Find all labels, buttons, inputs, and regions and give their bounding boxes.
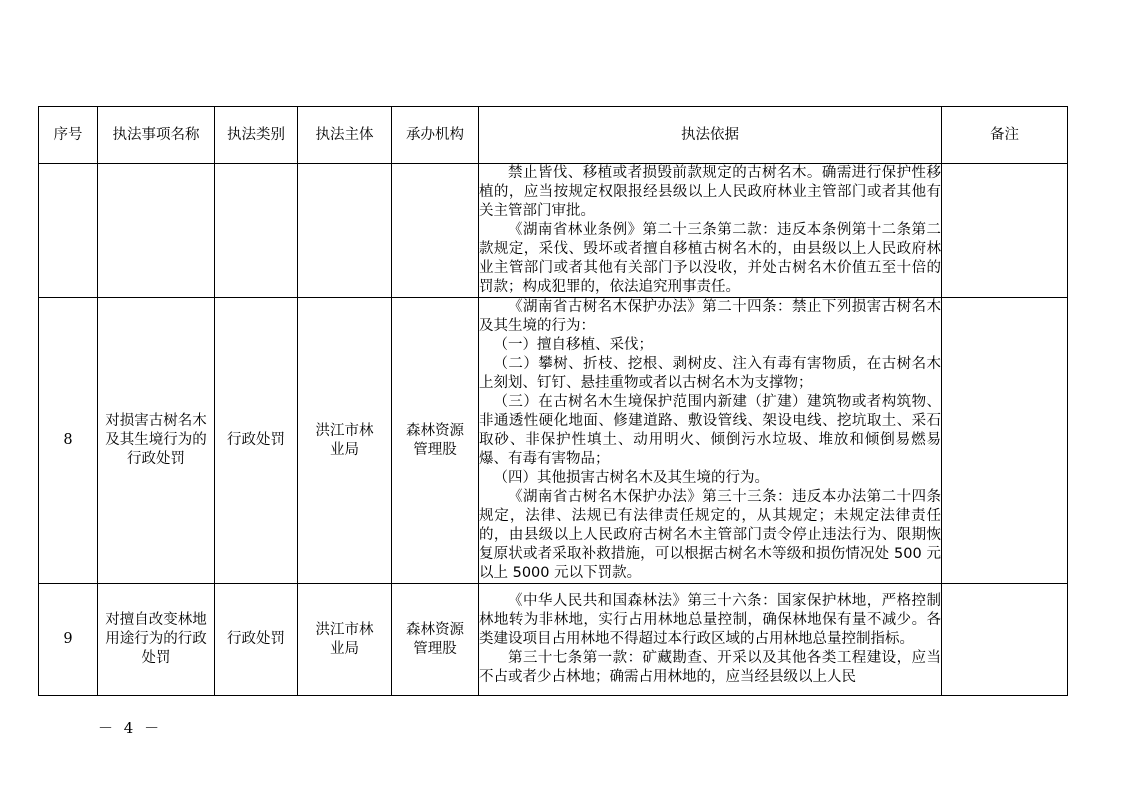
table-row [39,584,1068,696]
row-item: 对擅自改变林地用途行为的行政处罚 [98,584,215,696]
row-basis [479,164,942,298]
row-basis [479,584,942,696]
row-note [942,584,1068,696]
basis-paragraph: 《中华人民共和国森林法》第三十六条：国家保护林地，严格控制林地转为非林地，实行占用林地总量控制，确保林地保有量不减少。各类建设项目占用林地不得超过本行政区域的占用林地总量控制指标。 [479,593,941,647]
header-seq: 序号 [39,107,98,164]
row-item [98,164,215,298]
table-row [39,298,1068,584]
row-seq: 8 [39,298,98,584]
row-category: 行政处罚 [215,298,298,584]
row-subject [298,164,392,298]
row-note [942,298,1068,584]
table-row [39,164,1068,298]
basis-paragraph: 《湖南省林业条例》第二十三条第二款：违反本条例第十二条第二款规定，采伐、毁坏或者擅自移植古树名木的，由县级以上人民政府林业主管部门或者其他有关部门予以没收，并处古树名木价值五至十倍的罚款；构成犯罪的，依法追究刑事责任。 [479,222,941,295]
header-note: 备注 [942,107,1068,164]
enforcement-table [38,106,1068,696]
header-dept: 承办机构 [392,107,479,164]
row-dept: 森林资源管理股 [392,298,479,584]
header-item: 执法事项名称 [98,107,215,164]
row-dept: 森林资源管理股 [392,584,479,696]
basis-paragraph: （一）擅自移植、采伐； [493,337,653,353]
row-dept [392,164,479,298]
row-category [215,164,298,298]
row-subject: 洪江市林业局 [298,584,392,696]
row-category: 行政处罚 [215,584,298,696]
row-basis [479,298,942,584]
table-header-row [39,107,1068,164]
basis-paragraph: 《湖南省古树名木保护办法》第二十四条：禁止下列损害古树名木及其生境的行为： [479,299,941,334]
row-note [942,164,1068,298]
basis-paragraph: （三）在古树名木生境保护范围内新建（扩建）建筑物或者构筑物、非通透性硬化地面、修建道路、敷设管线、架设电线、挖坑取土、采石取砂、非保护性填土、动用明火、倾倒污水垃圾、堆放和倾倒易燃易爆、有毒有害物品； [479,394,941,467]
row-seq [39,164,98,298]
basis-paragraph: 《湖南省古树名木保护办法》第三十三条：违反本办法第二十四条规定，法律、法规已有法律责任规定的，从其规定；未规定法律责任的，由县级以上人民政府古树名木主管部门责令停止违法行为、限期恢复原状或者采取补救措施，可以根据古树名木等级和损伤情况处 500 元以上 5000 元以下罚款。 [479,489,941,581]
header-subject: 执法主体 [298,107,392,164]
header-basis: 执法依据 [479,107,942,164]
row-seq: 9 [39,584,98,696]
basis-paragraph: （四）其他损害古树名木及其生境的行为。 [493,470,769,486]
basis-paragraph: （二）攀树、折枝、挖根、剥树皮、注入有毒有害物质，在古树名木上刻划、钉钉、悬挂重物或者以古树名木为支撑物； [479,356,941,391]
row-subject: 洪江市林业局 [298,298,392,584]
header-category: 执法类别 [215,107,298,164]
page-number: － 4 － [98,719,163,737]
basis-paragraph: 禁止皆伐、移植或者损毁前款规定的古树名木。确需进行保护性移植的，应当按规定权限报经县级以上人民政府林业主管部门或者其他有关主管部门审批。 [479,165,941,219]
row-item: 对损害古树名木及其生境行为的行政处罚 [98,298,215,584]
basis-paragraph: 第三十七条第一款：矿藏勘查、开采以及其他各类工程建设，应当不占或者少占林地；确需占用林地的，应当经县级以上人民 [479,650,941,685]
